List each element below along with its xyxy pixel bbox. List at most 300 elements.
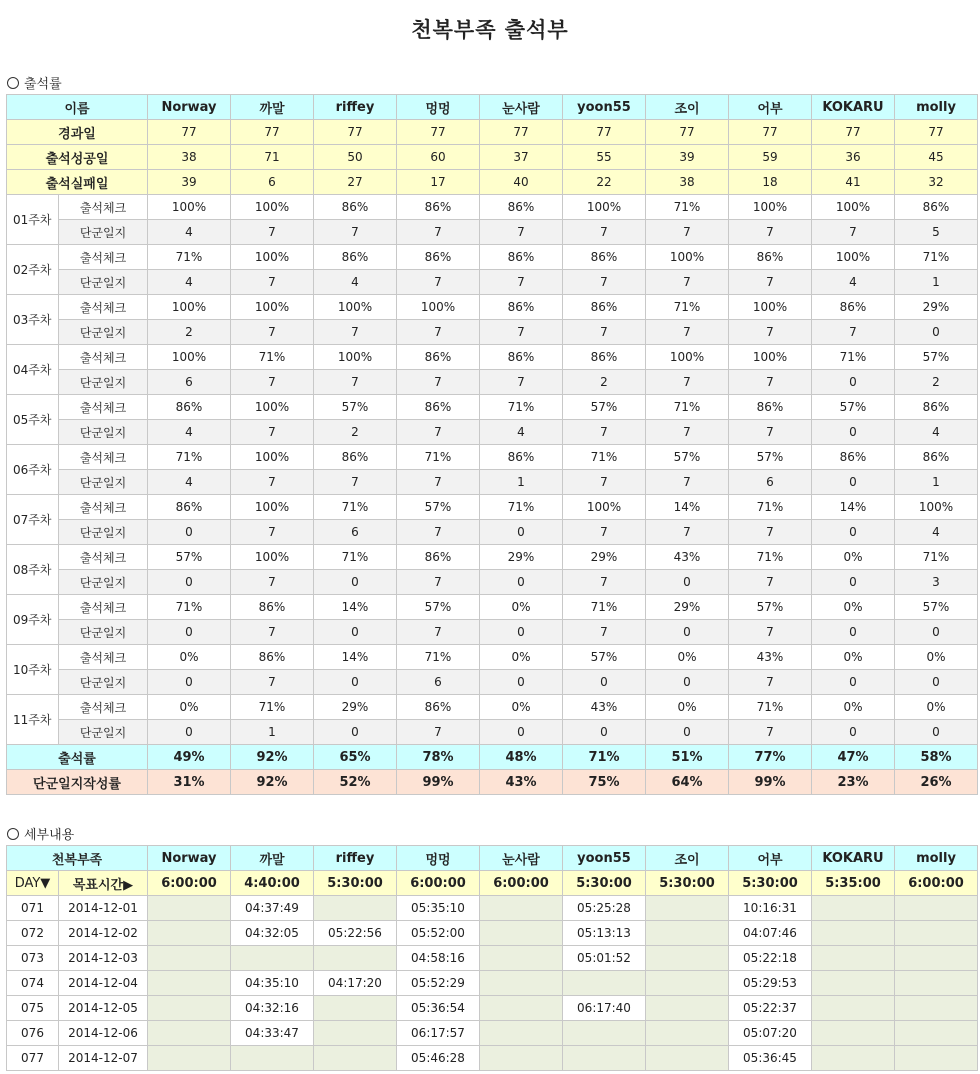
check-value: 57% <box>729 445 812 470</box>
day-number: 072 <box>7 921 59 946</box>
time-cell: 06:17:57 <box>397 1021 480 1046</box>
diary-value: 0 <box>895 320 978 345</box>
time-cell <box>480 946 563 971</box>
time-cell <box>480 996 563 1021</box>
diary-value: 7 <box>397 470 480 495</box>
diary-value: 0 <box>314 620 397 645</box>
check-value: 86% <box>397 245 480 270</box>
summary-value: 60 <box>397 145 480 170</box>
summary-value: 55 <box>563 145 646 170</box>
diary-value: 0 <box>148 520 231 545</box>
diary-value: 4 <box>895 520 978 545</box>
diary-value: 2 <box>895 370 978 395</box>
check-value: 86% <box>563 345 646 370</box>
circle-icon <box>7 828 19 840</box>
check-value: 57% <box>563 645 646 670</box>
check-value: 100% <box>231 295 314 320</box>
check-value: 71% <box>646 295 729 320</box>
target-time: 5:30:00 <box>563 871 646 896</box>
time-cell: 05:29:53 <box>729 971 812 996</box>
time-cell <box>895 896 978 921</box>
diary-value: 7 <box>397 620 480 645</box>
diary-rate-value: 31% <box>148 770 231 795</box>
time-cell: 04:35:10 <box>231 971 314 996</box>
diary-value: 7 <box>314 370 397 395</box>
summary-value: 50 <box>314 145 397 170</box>
check-value: 71% <box>563 595 646 620</box>
diary-value: 7 <box>397 720 480 745</box>
check-value: 0% <box>812 695 895 720</box>
time-cell: 05:07:20 <box>729 1021 812 1046</box>
member-header: Norway <box>148 846 231 871</box>
check-value: 71% <box>729 545 812 570</box>
diary-value: 1 <box>480 470 563 495</box>
check-value: 14% <box>812 495 895 520</box>
diary-value: 1 <box>895 470 978 495</box>
time-cell <box>314 946 397 971</box>
diary-value: 7 <box>563 270 646 295</box>
diary-value: 0 <box>812 670 895 695</box>
target-row <box>7 871 978 896</box>
check-value: 43% <box>646 545 729 570</box>
diary-value: 2 <box>563 370 646 395</box>
time-cell <box>646 946 729 971</box>
diary-value: 7 <box>729 370 812 395</box>
time-cell <box>646 971 729 996</box>
check-value: 71% <box>812 345 895 370</box>
check-value: 71% <box>895 245 978 270</box>
attendance-table <box>6 94 978 795</box>
check-value: 86% <box>812 295 895 320</box>
diary-label: 단군일지 <box>59 370 148 395</box>
diary-label: 단군일지 <box>59 570 148 595</box>
diary-value: 7 <box>563 220 646 245</box>
member-header: 까말 <box>231 95 314 120</box>
time-cell <box>812 1021 895 1046</box>
detail-row <box>7 946 978 971</box>
check-value: 0% <box>895 695 978 720</box>
week-diary-row <box>7 520 978 545</box>
summary-value: 77 <box>314 120 397 145</box>
time-cell <box>895 1021 978 1046</box>
member-header: Norway <box>148 95 231 120</box>
diary-value: 7 <box>563 470 646 495</box>
diary-value: 0 <box>314 720 397 745</box>
time-cell <box>480 896 563 921</box>
name-header: 이름 <box>7 95 148 120</box>
summary-value: 37 <box>480 145 563 170</box>
check-value: 14% <box>646 495 729 520</box>
target-time: 5:30:00 <box>646 871 729 896</box>
time-cell <box>480 1046 563 1071</box>
summary-value: 38 <box>148 145 231 170</box>
date: 2014-12-03 <box>59 946 148 971</box>
week-diary-row <box>7 720 978 745</box>
member-header: molly <box>895 95 978 120</box>
diary-value: 7 <box>231 220 314 245</box>
diary-value: 0 <box>812 520 895 545</box>
check-value: 0% <box>480 695 563 720</box>
diary-rate-value: 23% <box>812 770 895 795</box>
diary-value: 2 <box>314 420 397 445</box>
check-value: 100% <box>397 295 480 320</box>
week-diary-row <box>7 620 978 645</box>
check-label: 출석체크 <box>59 395 148 420</box>
attendance-rate-value: 92% <box>231 745 314 770</box>
diary-value: 7 <box>314 320 397 345</box>
time-cell <box>148 971 231 996</box>
diary-value: 7 <box>397 420 480 445</box>
week-diary-row <box>7 270 978 295</box>
diary-label: 단군일지 <box>59 520 148 545</box>
diary-value: 7 <box>231 520 314 545</box>
day-header: DAY▼ <box>7 871 59 896</box>
check-value: 71% <box>148 595 231 620</box>
diary-value: 7 <box>812 320 895 345</box>
diary-value: 7 <box>646 270 729 295</box>
detail-row <box>7 1021 978 1046</box>
week-label: 02주차 <box>7 245 59 295</box>
check-value: 86% <box>895 195 978 220</box>
diary-value: 7 <box>646 370 729 395</box>
check-value: 71% <box>314 545 397 570</box>
time-cell: 05:13:13 <box>563 921 646 946</box>
diary-value: 7 <box>729 420 812 445</box>
week-check-row <box>7 395 978 420</box>
time-cell: 05:46:28 <box>397 1046 480 1071</box>
member-header: KOKARU <box>812 846 895 871</box>
diary-value: 0 <box>895 670 978 695</box>
summary-label: 출석성공일 <box>7 145 148 170</box>
check-value: 29% <box>563 545 646 570</box>
detail-header-row <box>7 846 978 871</box>
diary-value: 7 <box>480 320 563 345</box>
diary-value: 6 <box>314 520 397 545</box>
check-value: 0% <box>646 695 729 720</box>
diary-value: 0 <box>148 570 231 595</box>
time-cell: 05:22:56 <box>314 921 397 946</box>
diary-rate-value: 75% <box>563 770 646 795</box>
check-value: 100% <box>231 445 314 470</box>
time-cell <box>812 996 895 1021</box>
check-label: 출석체크 <box>59 445 148 470</box>
summary-value: 39 <box>646 145 729 170</box>
check-value: 71% <box>646 395 729 420</box>
diary-value: 0 <box>314 670 397 695</box>
diary-value: 7 <box>397 570 480 595</box>
summary-value: 38 <box>646 170 729 195</box>
week-label: 05주차 <box>7 395 59 445</box>
diary-value: 0 <box>480 520 563 545</box>
diary-rate-value: 52% <box>314 770 397 795</box>
check-label: 출석체크 <box>59 245 148 270</box>
check-value: 57% <box>895 345 978 370</box>
diary-value: 7 <box>563 570 646 595</box>
diary-value: 7 <box>397 320 480 345</box>
diary-value: 0 <box>148 720 231 745</box>
diary-rate-row <box>7 770 978 795</box>
time-cell: 04:32:16 <box>231 996 314 1021</box>
check-value: 100% <box>729 345 812 370</box>
time-cell <box>314 1021 397 1046</box>
check-label: 출석체크 <box>59 545 148 570</box>
diary-rate-value: 43% <box>480 770 563 795</box>
time-cell <box>148 996 231 1021</box>
time-cell: 05:25:28 <box>563 896 646 921</box>
diary-value: 4 <box>895 420 978 445</box>
check-value: 57% <box>646 445 729 470</box>
check-value: 57% <box>729 595 812 620</box>
diary-value: 7 <box>231 570 314 595</box>
week-label: 07주차 <box>7 495 59 545</box>
attendance-rate-value: 71% <box>563 745 646 770</box>
target-time: 6:00:00 <box>397 871 480 896</box>
check-value: 57% <box>895 595 978 620</box>
check-label: 출석체크 <box>59 695 148 720</box>
attendance-rate-value: 48% <box>480 745 563 770</box>
week-diary-row <box>7 420 978 445</box>
check-value: 100% <box>314 345 397 370</box>
time-cell <box>812 971 895 996</box>
check-value: 71% <box>231 345 314 370</box>
diary-label: 단군일지 <box>59 470 148 495</box>
member-header: 조이 <box>646 846 729 871</box>
summary-label: 경과일 <box>7 120 148 145</box>
diary-value: 0 <box>480 670 563 695</box>
check-value: 86% <box>148 495 231 520</box>
attendance-rate-value: 58% <box>895 745 978 770</box>
time-cell: 04:58:16 <box>397 946 480 971</box>
summary-value: 77 <box>480 120 563 145</box>
diary-value: 7 <box>231 670 314 695</box>
section-detail-text: 세부내용 <box>24 828 75 843</box>
diary-value: 6 <box>729 470 812 495</box>
page-title: 천복부족 출석부 <box>411 18 569 42</box>
time-cell <box>646 921 729 946</box>
member-header: 멍멍 <box>397 846 480 871</box>
diary-value: 7 <box>563 320 646 345</box>
check-value: 86% <box>231 645 314 670</box>
check-value: 86% <box>480 445 563 470</box>
check-value: 0% <box>148 695 231 720</box>
week-check-row <box>7 645 978 670</box>
check-value: 71% <box>895 545 978 570</box>
diary-value: 0 <box>895 720 978 745</box>
check-value: 29% <box>314 695 397 720</box>
week-check-row <box>7 195 978 220</box>
diary-value: 0 <box>480 570 563 595</box>
summary-value: 45 <box>895 145 978 170</box>
summary-value: 40 <box>480 170 563 195</box>
check-value: 14% <box>314 645 397 670</box>
time-cell <box>895 1046 978 1071</box>
diary-value: 7 <box>729 720 812 745</box>
time-cell <box>646 996 729 1021</box>
time-cell <box>480 1021 563 1046</box>
week-label: 01주차 <box>7 195 59 245</box>
diary-value: 0 <box>480 720 563 745</box>
check-value: 86% <box>480 245 563 270</box>
time-cell <box>812 946 895 971</box>
section-attendance-text: 출석률 <box>24 77 62 92</box>
check-value: 100% <box>812 245 895 270</box>
diary-value: 7 <box>480 370 563 395</box>
check-value: 71% <box>729 495 812 520</box>
diary-value: 0 <box>646 720 729 745</box>
diary-value: 7 <box>729 320 812 345</box>
date: 2014-12-05 <box>59 996 148 1021</box>
diary-rate-value: 99% <box>729 770 812 795</box>
time-cell: 05:36:54 <box>397 996 480 1021</box>
diary-value: 7 <box>646 220 729 245</box>
diary-value: 7 <box>314 220 397 245</box>
diary-value: 3 <box>895 570 978 595</box>
attendance-rate-label: 출석률 <box>7 745 148 770</box>
diary-value: 7 <box>729 670 812 695</box>
summary-row <box>7 170 978 195</box>
summary-value: 77 <box>148 120 231 145</box>
check-value: 100% <box>148 345 231 370</box>
week-label: 06주차 <box>7 445 59 495</box>
time-cell <box>148 896 231 921</box>
check-value: 71% <box>397 445 480 470</box>
diary-value: 7 <box>231 270 314 295</box>
check-value: 57% <box>148 545 231 570</box>
week-label: 08주차 <box>7 545 59 595</box>
member-header: riffey <box>314 95 397 120</box>
check-value: 100% <box>646 245 729 270</box>
summary-value: 6 <box>231 170 314 195</box>
diary-value: 7 <box>397 270 480 295</box>
summary-label: 출석실패일 <box>7 170 148 195</box>
diary-value: 7 <box>563 420 646 445</box>
time-cell <box>148 1021 231 1046</box>
diary-value: 0 <box>812 370 895 395</box>
check-value: 86% <box>397 195 480 220</box>
diary-value: 0 <box>563 720 646 745</box>
time-cell <box>314 1046 397 1071</box>
summary-value: 77 <box>729 120 812 145</box>
week-check-row <box>7 495 978 520</box>
detail-row <box>7 971 978 996</box>
check-value: 100% <box>231 495 314 520</box>
time-cell: 05:22:37 <box>729 996 812 1021</box>
day-number: 076 <box>7 1021 59 1046</box>
time-cell <box>646 1046 729 1071</box>
check-value: 29% <box>480 545 563 570</box>
check-value: 100% <box>563 195 646 220</box>
summary-value: 32 <box>895 170 978 195</box>
check-value: 43% <box>563 695 646 720</box>
diary-value: 7 <box>231 620 314 645</box>
diary-value: 0 <box>895 620 978 645</box>
check-value: 86% <box>563 245 646 270</box>
target-time: 4:40:00 <box>231 871 314 896</box>
check-value: 100% <box>729 195 812 220</box>
summary-value: 77 <box>563 120 646 145</box>
time-cell: 05:36:45 <box>729 1046 812 1071</box>
member-header: 어부 <box>729 95 812 120</box>
diary-value: 7 <box>812 220 895 245</box>
time-cell: 04:32:05 <box>231 921 314 946</box>
week-label: 10주차 <box>7 645 59 695</box>
diary-value: 7 <box>646 420 729 445</box>
check-value: 29% <box>895 295 978 320</box>
check-value: 100% <box>563 495 646 520</box>
time-cell <box>480 921 563 946</box>
time-cell <box>812 1046 895 1071</box>
diary-value: 7 <box>397 520 480 545</box>
member-header: 눈사람 <box>480 95 563 120</box>
diary-rate-value: 92% <box>231 770 314 795</box>
check-value: 100% <box>231 545 314 570</box>
section-attendance-label <box>7 73 62 92</box>
check-label: 출석체크 <box>59 595 148 620</box>
diary-value: 7 <box>397 370 480 395</box>
summary-value: 17 <box>397 170 480 195</box>
check-value: 0% <box>148 645 231 670</box>
diary-value: 7 <box>729 220 812 245</box>
time-cell <box>563 1021 646 1046</box>
detail-table <box>6 845 978 1071</box>
summary-value: 77 <box>231 120 314 145</box>
time-cell <box>314 996 397 1021</box>
check-value: 86% <box>563 295 646 320</box>
diary-value: 7 <box>646 320 729 345</box>
check-value: 0% <box>646 645 729 670</box>
check-value: 57% <box>563 395 646 420</box>
diary-value: 7 <box>646 520 729 545</box>
diary-value: 4 <box>314 270 397 295</box>
check-value: 0% <box>480 645 563 670</box>
check-value: 86% <box>231 595 314 620</box>
member-header: 어부 <box>729 846 812 871</box>
week-label: 03주차 <box>7 295 59 345</box>
week-label: 04주차 <box>7 345 59 395</box>
check-value: 100% <box>895 495 978 520</box>
time-cell <box>231 1046 314 1071</box>
diary-label: 단군일지 <box>59 320 148 345</box>
member-header: 까말 <box>231 846 314 871</box>
week-diary-row <box>7 670 978 695</box>
diary-value: 0 <box>812 470 895 495</box>
summary-value: 71 <box>231 145 314 170</box>
member-header: KOKARU <box>812 95 895 120</box>
time-cell <box>314 896 397 921</box>
diary-value: 7 <box>729 620 812 645</box>
check-value: 100% <box>812 195 895 220</box>
diary-value: 7 <box>563 520 646 545</box>
diary-label: 단군일지 <box>59 620 148 645</box>
diary-value: 7 <box>480 270 563 295</box>
check-value: 71% <box>231 695 314 720</box>
check-value: 100% <box>148 295 231 320</box>
check-value: 86% <box>895 445 978 470</box>
member-header: molly <box>895 846 978 871</box>
check-value: 86% <box>729 245 812 270</box>
check-value: 100% <box>231 195 314 220</box>
check-value: 0% <box>895 645 978 670</box>
check-value: 71% <box>646 195 729 220</box>
check-value: 57% <box>397 595 480 620</box>
check-value: 86% <box>314 245 397 270</box>
diary-value: 1 <box>895 270 978 295</box>
diary-value: 6 <box>397 670 480 695</box>
time-cell <box>812 921 895 946</box>
check-value: 71% <box>148 245 231 270</box>
diary-value: 0 <box>148 670 231 695</box>
week-check-row <box>7 545 978 570</box>
